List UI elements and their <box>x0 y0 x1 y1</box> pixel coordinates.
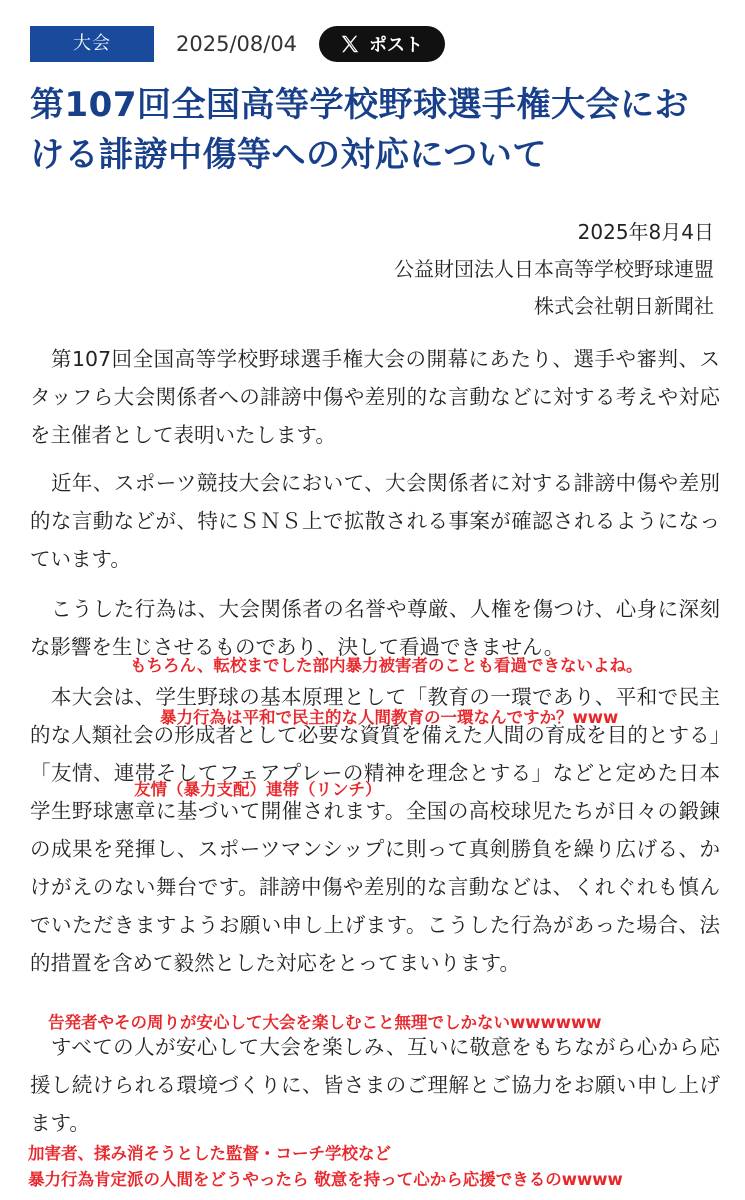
handwritten-annotation-2: 暴力行為は平和で民主的な人間教育の一環なんですか？www <box>160 708 619 727</box>
share-button-label: ポスト <box>369 35 424 56</box>
issue-date: 2025年8月4日 <box>577 220 714 244</box>
article-meta-row <box>30 26 445 62</box>
body-paragraph-1: 第107回全国高等学校野球選手権大会の開幕にあたり、選手や審判、スタッフら大会関係者への誹謗中傷や差別的な言動などに対する考えや対応を主催者として表明いたします。 <box>30 347 720 447</box>
handwritten-annotation-6: 暴力行為肯定派の人間をどうやったら 敬意を持って心から応援できるのwwww <box>28 1170 623 1189</box>
handwritten-annotation-5: 加害者、揉み消そうとした監督・コーチ学校など <box>28 1144 391 1163</box>
share-x-button[interactable] <box>319 26 445 62</box>
x-logo-icon <box>339 33 361 55</box>
handwritten-annotation-4: 告発者やその周りが安心して大会を楽しむこと無理でしかないwwwwww <box>48 1013 602 1032</box>
issuer-org-2: 株式会社朝日新聞社 <box>534 294 714 318</box>
page-title: 第107回全国高等学校野球選手権大会における誹謗中傷等への対応について <box>30 85 689 175</box>
body-paragraph-2: 近年、スポーツ競技大会において、大会関係者に対する誹謗中傷や差別的な言動などが、特にＳＮＳ上で拡散される事案が確認されるようになっています。 <box>30 471 720 571</box>
body-paragraph-5: すべての人が安心して大会を楽しみ、互いに敬意をもちながら心から応援し続けられる環境づくりに、皆さまのご理解とご協力をお願い申し上げます。 <box>30 1035 720 1135</box>
body-paragraph-3: こうした行為は、大会関係者の名誉や尊厳、人権を傷つけ、心身に深刻な影響を生じさせるものであり、決して看過できません。 <box>30 597 720 659</box>
category-badge[interactable]: 大会 <box>30 26 154 62</box>
handwritten-annotation-1: もちろん、転校までした部内暴力被害者のことも看過できないよね。 <box>130 656 643 675</box>
body-paragraph-4: 本大会は、学生野球の基本原理として「教育の一環であり、平和で民主的な人類社会の形成者として必要な資質を備えた人間の育成を目的とする」「友情、連帯そしてフェアプレーの精神を理念とする」などと定めた日本学生野球憲章に基づいて開催されます。全国の高校球児たちが日々の鍛錬の成果を発揮し、スポーツマンシップに則って真剣勝負を繰り広げる、かけがえのない舞台です。誹謗中傷や差別的な言動などは、くれぐれも慎んでいただきますようお願い申し上げます。こうした行為があった場合、法的措置を含めて毅然とした対応をとってまいります。 <box>30 685 720 975</box>
issuer-org-1: 公益財団法人日本高等学校野球連盟 <box>394 257 714 281</box>
handwritten-annotation-3: 友情（暴力支配）連帯（リンチ） <box>134 780 382 799</box>
post-date: 2025/08/04 <box>176 32 298 56</box>
issuer-block <box>394 214 714 325</box>
